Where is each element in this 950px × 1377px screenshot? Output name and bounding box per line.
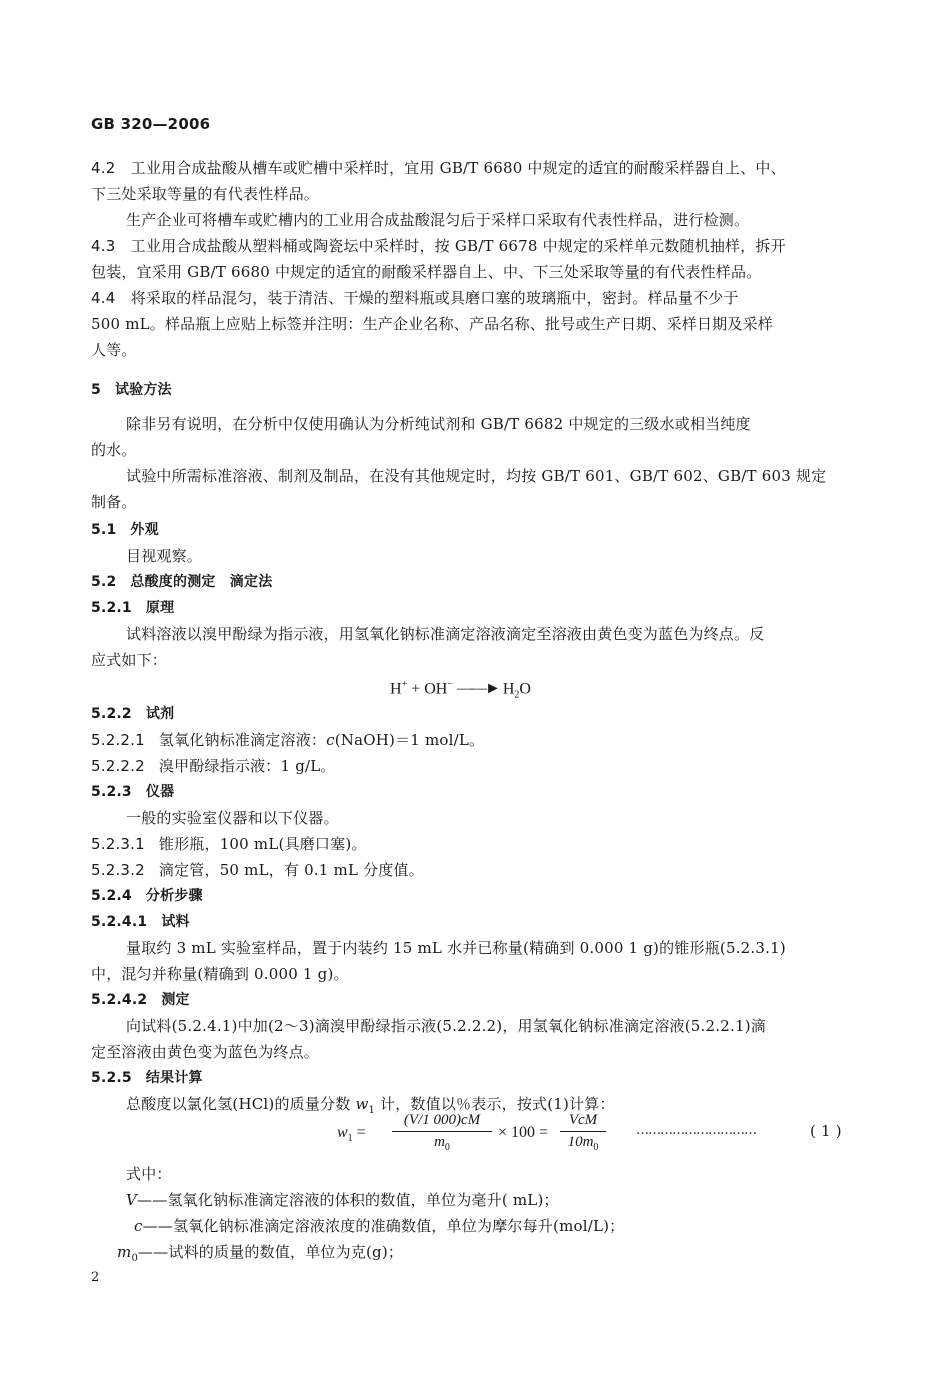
clause-title: 外观 (130, 522, 159, 538)
formula-leader-dots: ………………………… (636, 1123, 756, 1138)
clause-title: 结果计算 (145, 1070, 203, 1086)
def-c-text: ——氢氧化钠标准滴定溶液浓度的准确数值，单位为摩尔每升(mol/L)； (142, 1217, 625, 1235)
clause-5-2-3-1 (91, 834, 367, 854)
def-m0 (117, 1242, 403, 1269)
section-5-heading (91, 380, 172, 400)
reaction-h-charge: + (401, 679, 408, 690)
formula-numerator-2 (558, 1112, 608, 1129)
clause-4-3-line1 (91, 236, 786, 256)
clause-text: 将采取的样品混匀，装于清洁、干燥的塑料瓶或具磨口塞的玻璃瓶中，密封。样品量不少于 (130, 289, 739, 307)
clause-text: 工业用合成盐酸从槽车或贮槽中采样时，宜用 GB/T 6680 中规定的适宜的耐酸采样器自上、中、 (130, 159, 786, 177)
clause-number: 4.2 (91, 159, 116, 177)
denominator-2-sub: 0 (593, 1142, 599, 1153)
clause-text-pre: 氢氧化钠标准滴定溶液： (158, 731, 327, 749)
clause-text: 锥形瓶，100 mL(具磨口塞)。 (158, 835, 367, 853)
clause-5-1-text: 目视观察。 (126, 547, 203, 565)
numerator-2-text: VcM (568, 1112, 598, 1128)
def-c (134, 1216, 624, 1236)
symbol-c: c (326, 731, 335, 749)
clause-5-2-3-2 (91, 860, 424, 880)
clause-number: 5.2.4.2 (91, 992, 148, 1008)
standard-code: GB 320—2006 (91, 115, 211, 133)
clause-5-2-heading (91, 572, 272, 592)
reaction-h2o-sub: 2 (514, 689, 520, 701)
fraction-bar-1 (392, 1131, 492, 1132)
clause-number: 5.2.3.1 (91, 835, 145, 853)
reaction-arrow: ——► (456, 680, 499, 698)
reaction-h2o-o: O (519, 680, 531, 698)
clause-4-2-line2: 下三处采取等量的有代表性样品。 (91, 185, 320, 203)
denominator-2-text: 10m (567, 1134, 594, 1150)
clause-4-2-para2: 生产企业可将槽车或贮槽内的工业用合成盐酸混匀后于采样口采取有代表性样品，进行检测。 (126, 211, 750, 229)
reaction-oh-charge: − (447, 679, 453, 690)
formula-w-sub: 1 (347, 1133, 353, 1145)
clause-4-2-line1 (91, 158, 786, 178)
clause-number: 4.3 (91, 237, 116, 255)
def-v-text: ——氢氧化钠标准滴定溶液的体积的数值，单位为毫升( mL)； (137, 1191, 559, 1209)
clause-5-2-1-heading (91, 598, 174, 618)
clause-number: 5.2.4 (91, 888, 132, 904)
formula-lhs (337, 1123, 366, 1149)
clause-5-2-3-text: 一般的实验室仪器和以下仪器。 (126, 809, 339, 827)
section-5-p2-line2: 制备。 (91, 493, 137, 511)
clause-title: 原理 (145, 600, 175, 616)
clause-4-4-line2: 500 mL。样品瓶上应贴上标签并注明：生产企业名称、产品名称、批号或生产日期、采样日期及采样 (91, 315, 773, 333)
reaction-h: H (390, 680, 402, 698)
clause-5-2-1-line1: 试料溶液以溴甲酚绿为指示液，用氢氧化钠标准滴定溶液滴定至溶液由黄色变为蓝色为终点。反 (126, 625, 765, 643)
text-pre: 总酸度以氯化氢(HCl)的质量分数 (126, 1095, 356, 1113)
clause-title: 测定 (161, 992, 190, 1008)
clause-number: 4.4 (91, 289, 116, 307)
formula-numerator-1 (390, 1112, 494, 1129)
symbol-v: V (126, 1191, 138, 1209)
clause-title: 总酸度的测定 滴定法 (130, 574, 273, 590)
reaction-plus-oh: + OH (407, 680, 448, 698)
formula-denominator-2 (558, 1134, 608, 1153)
clause-5-1-heading (91, 520, 159, 540)
clause-text: 滴定管，50 mL，有 0.1 mL 分度值。 (158, 861, 424, 879)
clause-5-2-5-text (126, 1094, 615, 1121)
clause-number: 5.2.5 (91, 1070, 132, 1086)
clause-5-2-2-2 (91, 756, 336, 776)
clause-title: 试剂 (145, 706, 175, 722)
formula-denominator-1 (390, 1134, 494, 1153)
clause-4-3-line2: 包装，宜采用 GB/T 6680 中规定的适宜的耐酸采样器自上、中、下三处采取等量的有代表性样品。 (91, 263, 762, 281)
clause-number: 5.2.2.2 (91, 757, 145, 775)
clause-5-2-4-2-line1: 向试料(5.2.4.1)中加(2～3)滴溴甲酚绿指示液(5.2.2.2)，用氢氧化钠标准滴定溶液(5.2.2.1)滴 (126, 1017, 766, 1035)
formula-times: × 100 = (498, 1124, 549, 1141)
symbol-m: m (117, 1243, 132, 1261)
formula-equals: = (356, 1124, 366, 1141)
clause-5-2-4-2-line2: 定至溶液由黄色变为蓝色为终点。 (91, 1043, 320, 1061)
clause-title: 仪器 (145, 784, 175, 800)
clause-5-2-4-2-heading (91, 990, 190, 1010)
denominator-1-text: m (434, 1134, 445, 1150)
clause-text-post: (NaOH)＝1 mol/L。 (334, 731, 485, 749)
clause-5-2-4-1-line2: 中，混匀并称量(精确到 0.000 1 g)。 (91, 965, 349, 983)
page-number: 2 (91, 1270, 100, 1285)
clause-number: 5.1 (91, 522, 117, 538)
clause-5-2-5-heading (91, 1068, 203, 1088)
clause-5-2-1-line2: 应式如下： (91, 651, 168, 669)
symbol-w: w (355, 1095, 369, 1113)
clause-title: 试料 (161, 914, 190, 930)
section-5-p2-line1: 试验中所需标准溶液、制剂及制品，在没有其他规定时，均按 GB/T 601、GB/T 602、GB/T 603 规定 (126, 467, 827, 485)
clause-4-4-line1 (91, 288, 739, 308)
symbol-m-sub: 0 (131, 1253, 138, 1264)
clause-number: 5.2.1 (91, 600, 132, 616)
clause-5-2-4-1-line1: 量取约 3 mL 实验室样品，置于内装约 15 mL 水并已称量(精确到 0.000 1 g)的锥形瓶(5.2.3.1) (126, 939, 786, 957)
fraction-bar-2 (560, 1131, 606, 1132)
defs-intro: 式中： (126, 1165, 172, 1183)
def-v (126, 1190, 559, 1210)
clause-number: 5.2.2 (91, 706, 132, 722)
symbol-w-sub: 1 (368, 1105, 376, 1116)
section-number: 5 (91, 382, 101, 398)
clause-5-2-4-1-heading (91, 912, 190, 932)
clause-5-2-2-1 (91, 730, 484, 750)
section-title: 试验方法 (114, 382, 172, 398)
clause-5-2-2-heading (91, 704, 174, 724)
section-5-p1-line2: 的水。 (91, 441, 137, 459)
text-post: 计，数值以％表示，按式(1)计算： (375, 1095, 615, 1113)
clause-title: 分析步骤 (145, 888, 203, 904)
clause-number: 5.2.4.1 (91, 914, 148, 930)
denominator-1-sub: 0 (444, 1142, 450, 1153)
numerator-1-text: (V/1 000)cM (403, 1112, 481, 1128)
def-m0-text: ——试料的质量的数值，单位为克(g)； (138, 1243, 404, 1261)
symbol-c: c (134, 1217, 143, 1235)
clause-5-2-4-heading (91, 886, 203, 906)
formula-w: w (337, 1124, 348, 1141)
clause-4-4-line3: 人等。 (91, 341, 137, 359)
formula-label: ( 1 ) (810, 1122, 842, 1140)
section-5-p1-line1: 除非另有说明，在分析中仅使用确认为分析纯试剂和 GB/T 6682 中规定的三级水或相当纯度 (126, 415, 751, 433)
clause-text: 工业用合成盐酸从塑料桶或陶瓷坛中采样时，按 GB/T 6678 中规定的采样单元数随机抽样，拆开 (130, 237, 786, 255)
clause-number: 5.2.3 (91, 784, 132, 800)
reaction-h2o-h: H (502, 680, 515, 698)
clause-number: 5.2.2.1 (91, 731, 145, 749)
reaction-equation (390, 675, 531, 706)
clause-number: 5.2 (91, 574, 117, 590)
clause-text: 溴甲酚绿指示液：1 g/L。 (158, 757, 336, 775)
clause-5-2-3-heading (91, 782, 174, 802)
clause-number: 5.2.3.2 (91, 861, 145, 879)
